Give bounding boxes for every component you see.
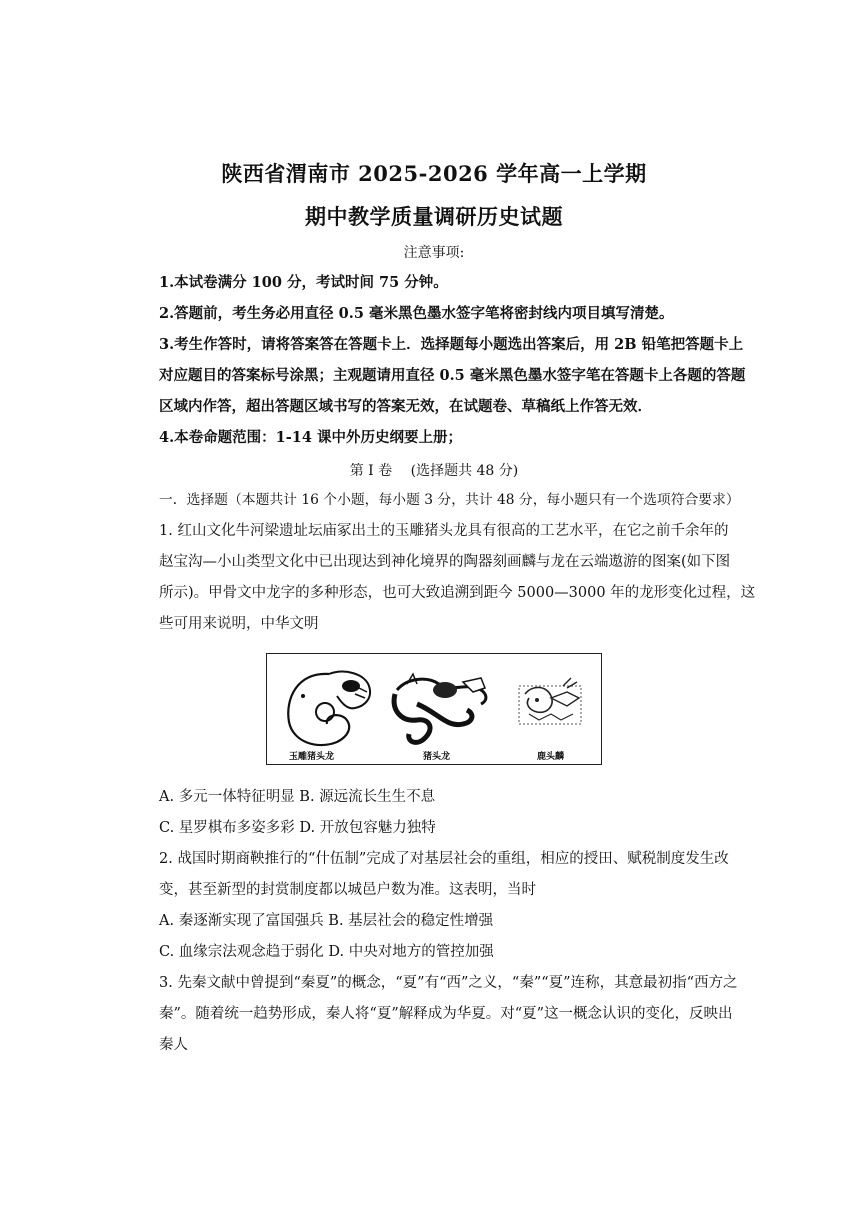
notice-item-3-cont2: 区域内作答，超出答题区域书写的答案无效，在试题卷、草稿纸上作答无效． bbox=[159, 398, 652, 415]
q3-line-3: 秦人 bbox=[159, 1037, 188, 1053]
caption-jade-pig-dragon: 玉雕猪头龙 bbox=[289, 752, 335, 762]
dragon-illustrations bbox=[267, 654, 600, 763]
notice-item-3: 3.考生作答时，请将答案答在答题卡上．选择题每小题选出答案后，用 2B 铅笔把答题卡上 bbox=[159, 336, 744, 353]
exam-title-line1: 陕西省渭南市 2025-2026 学年高一上学期 bbox=[221, 161, 647, 186]
q1-options-cd: C. 星罗棋布多姿多彩 D. 开放包容魅力独特 bbox=[159, 820, 436, 836]
notice-heading: 注意事项: bbox=[403, 245, 465, 261]
q1-options-ab: A. 多元一体特征明显 B. 源远流长生生不息 bbox=[159, 789, 436, 805]
caption-deer-qilin: 鹿头麟 bbox=[537, 752, 565, 762]
caption-pig-dragon: 猪头龙 bbox=[423, 752, 451, 762]
q2-line-2: 变，甚至新型的封赏制度都以城邑户数为准。这表明，当时 bbox=[159, 882, 536, 898]
dragon-figure bbox=[266, 653, 602, 765]
q2-options-ab: A. 秦逐渐实现了富国强兵 B. 基层社会的稳定性增强 bbox=[159, 913, 494, 929]
pig-dragon-image bbox=[394, 674, 486, 742]
q2-line-1: 2. 战国时期商鞅推行的“什伍制”完成了对基层社会的重组，相应的授田、赋税制度发生改 bbox=[159, 851, 729, 867]
q3-line-1: 3. 先秦文献中曾提到“秦夏”的概念，“夏”有“西”之义，“秦”“夏”连称，其意最初指“西方之 bbox=[159, 975, 738, 991]
notice-item-4: 4.本卷命题范围：1-14 课中外历史纲要上册； bbox=[159, 429, 462, 446]
notice-item-3-cont1: 对应题目的答案标号涂黑；主观题请用直径 0.5 毫米黑色墨水签字笔在答题卡上各题的答题 bbox=[159, 367, 746, 384]
part1-heading: 第 I 卷 (选择题共 48 分) bbox=[349, 463, 519, 479]
q2-options-cd: C. 血缘宗法观念趋于弱化 D. 中央对地方的管控加强 bbox=[159, 944, 494, 960]
exam-title-line2: 期中教学质量调研历史试题 bbox=[305, 204, 563, 229]
q1-line-3: 所示)。甲骨文中龙字的多种形态，也可大致追溯到距今 5000—3000 年的龙形变化过程，这 bbox=[159, 585, 756, 601]
notice-item-1: 1.本试卷满分 100 分，考试时间 75 分钟。 bbox=[159, 274, 448, 291]
q1-line-2: 赵宝沟—小山类型文化中已出现达到神化境界的陶器刻画麟与龙在云端遨游的图案(如下图 bbox=[159, 554, 731, 570]
section-intro: 一．选择题（本题共计 16 个小题，每小题 3 分，共计 48 分，每小题只有一个选项符合要求） bbox=[159, 492, 740, 508]
notice-item-2: 2.答题前，考生务必用直径 0.5 毫米黑色墨水签字笔将密封线内项目填写清楚。 bbox=[159, 305, 674, 322]
q1-line-1: 1. 红山文化牛河梁遗址坛庙冢出土的玉雕猪头龙具有很高的工艺水平，在它之前千余年的 bbox=[159, 523, 729, 539]
deer-qilin-image bbox=[519, 678, 581, 724]
q3-line-2: 秦”。随着统一趋势形成，秦人将“夏”解释成为华夏。对“夏”这一概念认识的变化，反映出 bbox=[159, 1006, 733, 1022]
q1-line-4: 些可用来说明，中华文明 bbox=[159, 616, 319, 632]
jade-pig-dragon-image bbox=[288, 672, 370, 745]
